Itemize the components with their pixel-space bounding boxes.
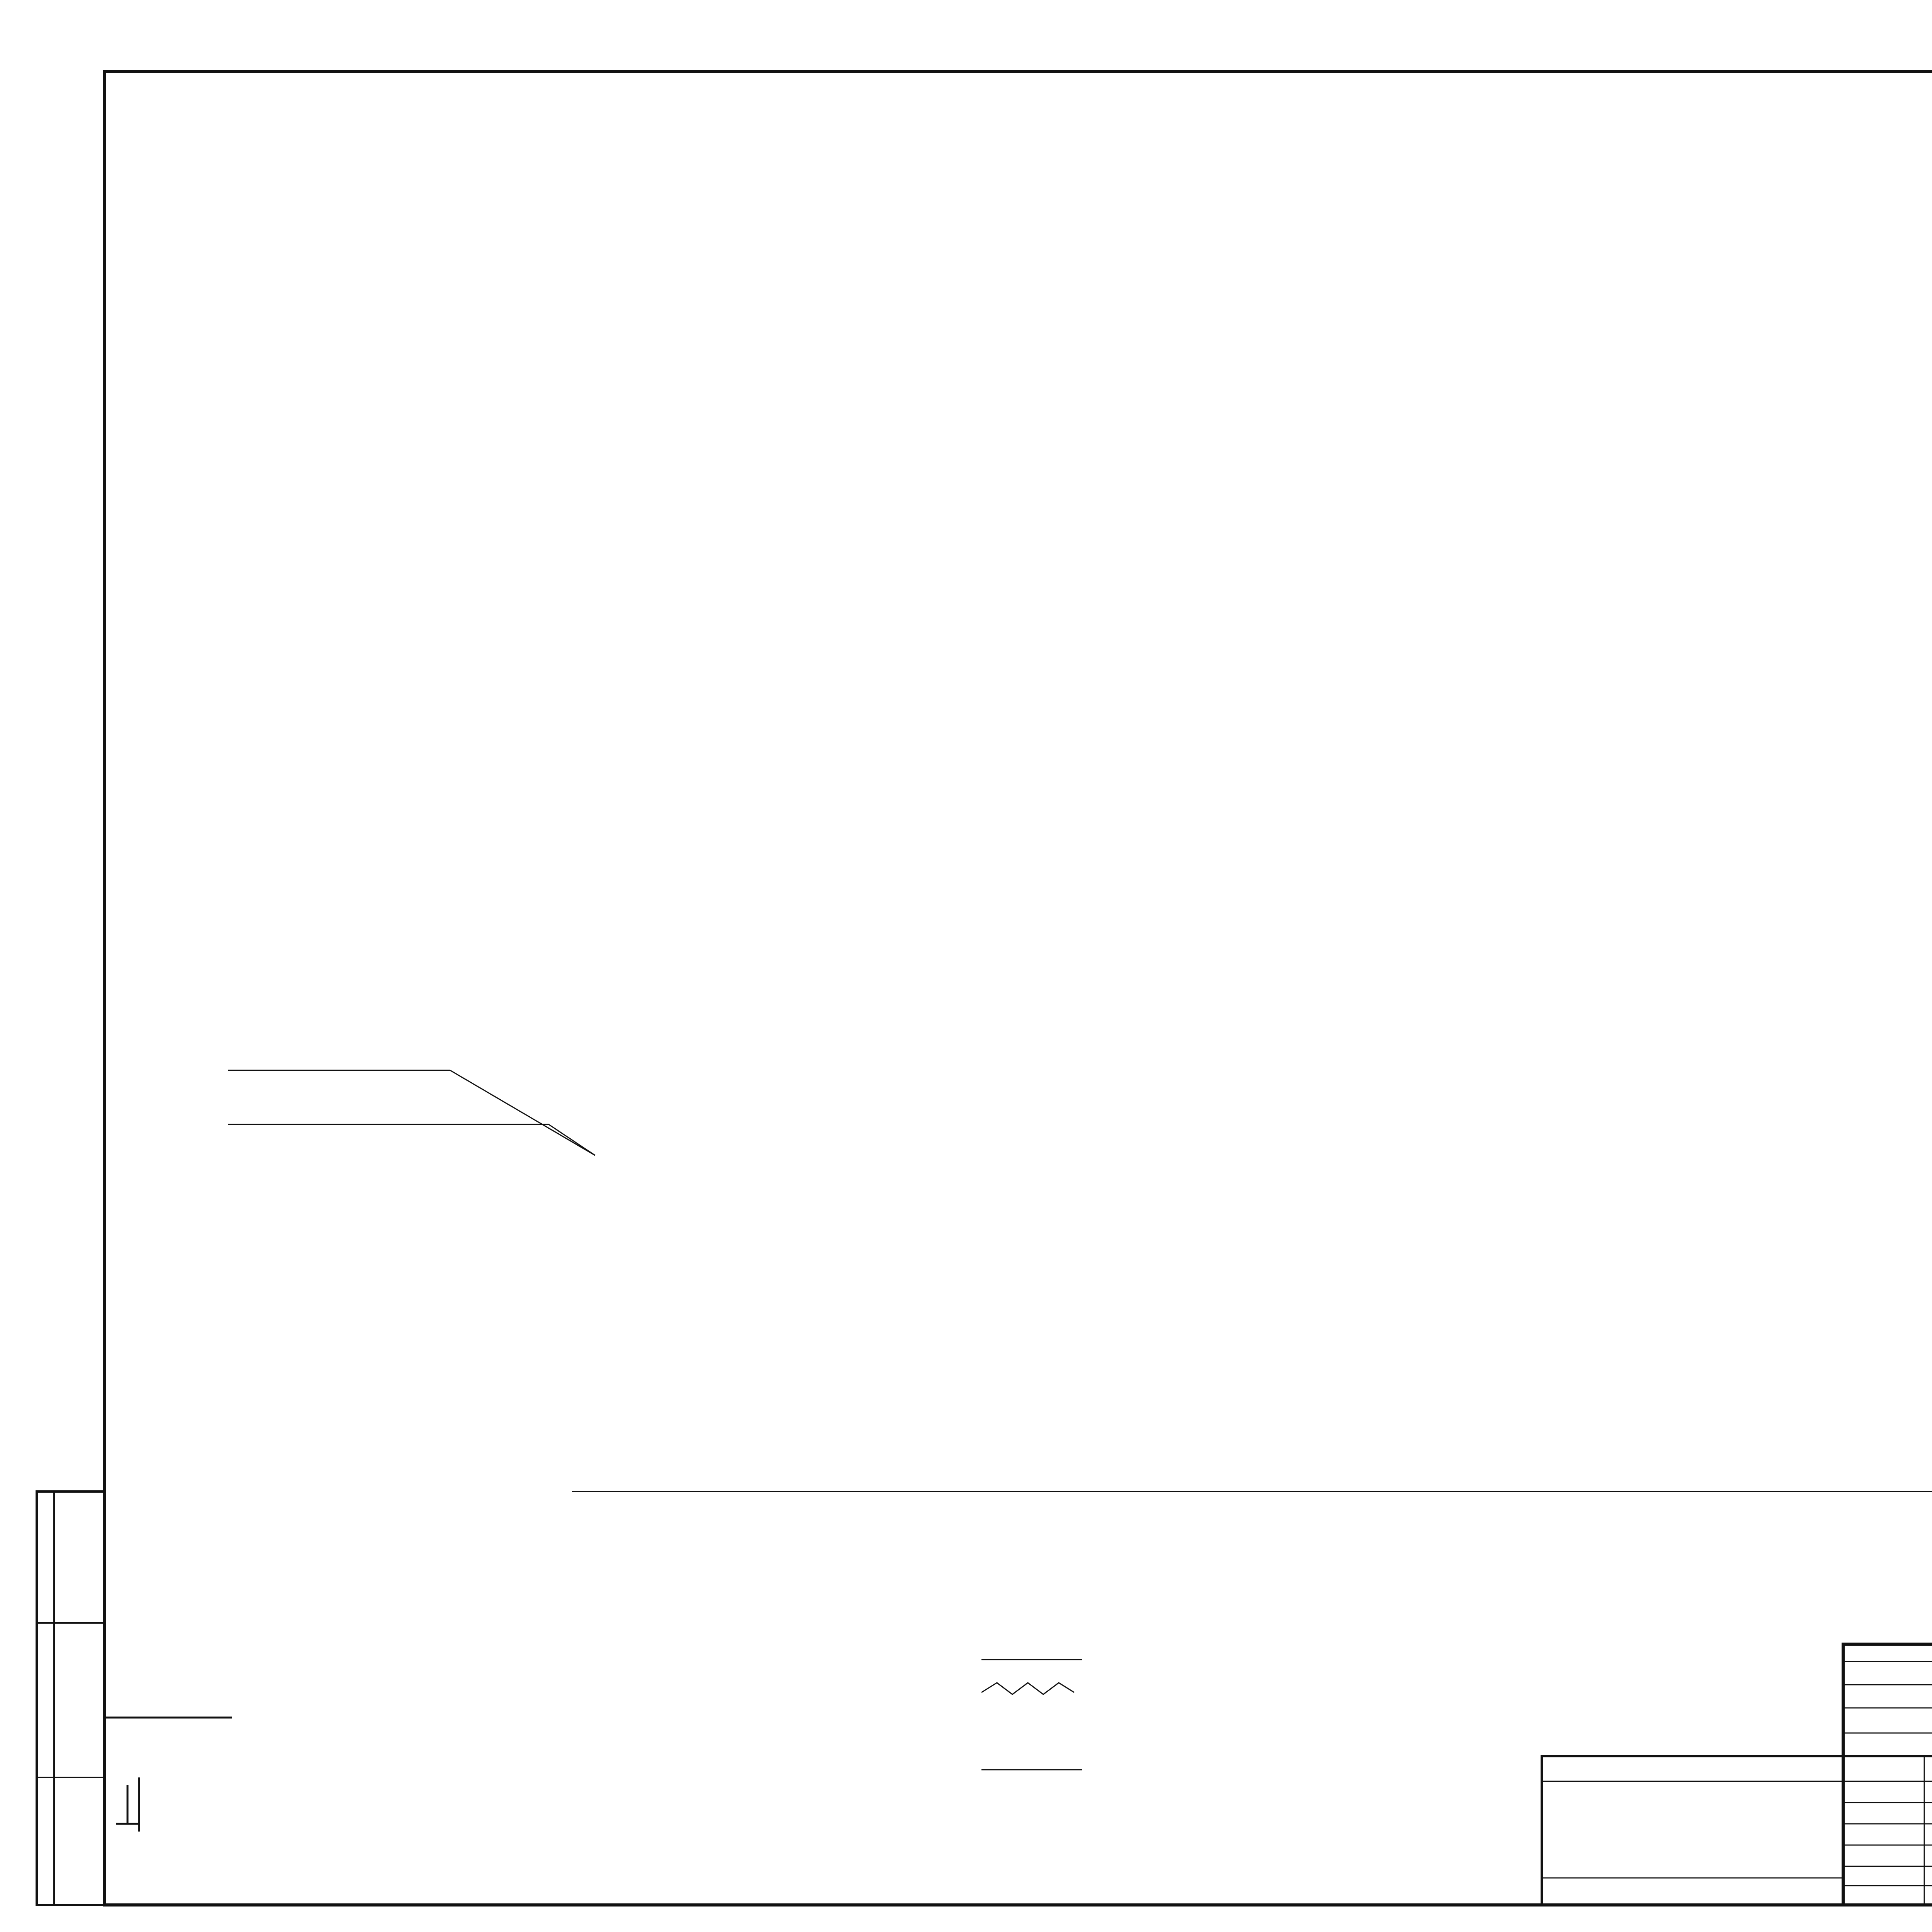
note-heat-input-arrow: [450, 1070, 595, 1155]
plaster-section-icon: [981, 1683, 1074, 1694]
note-passage-arrow: [549, 1124, 595, 1155]
legend-left: [104, 1718, 232, 1832]
side-stamp: [37, 1492, 104, 1905]
sheet-frame: [104, 71, 1932, 1905]
damper-icon: [116, 1777, 139, 1832]
title-block: [1542, 1644, 1932, 1905]
legend-right: [981, 1660, 1082, 1770]
